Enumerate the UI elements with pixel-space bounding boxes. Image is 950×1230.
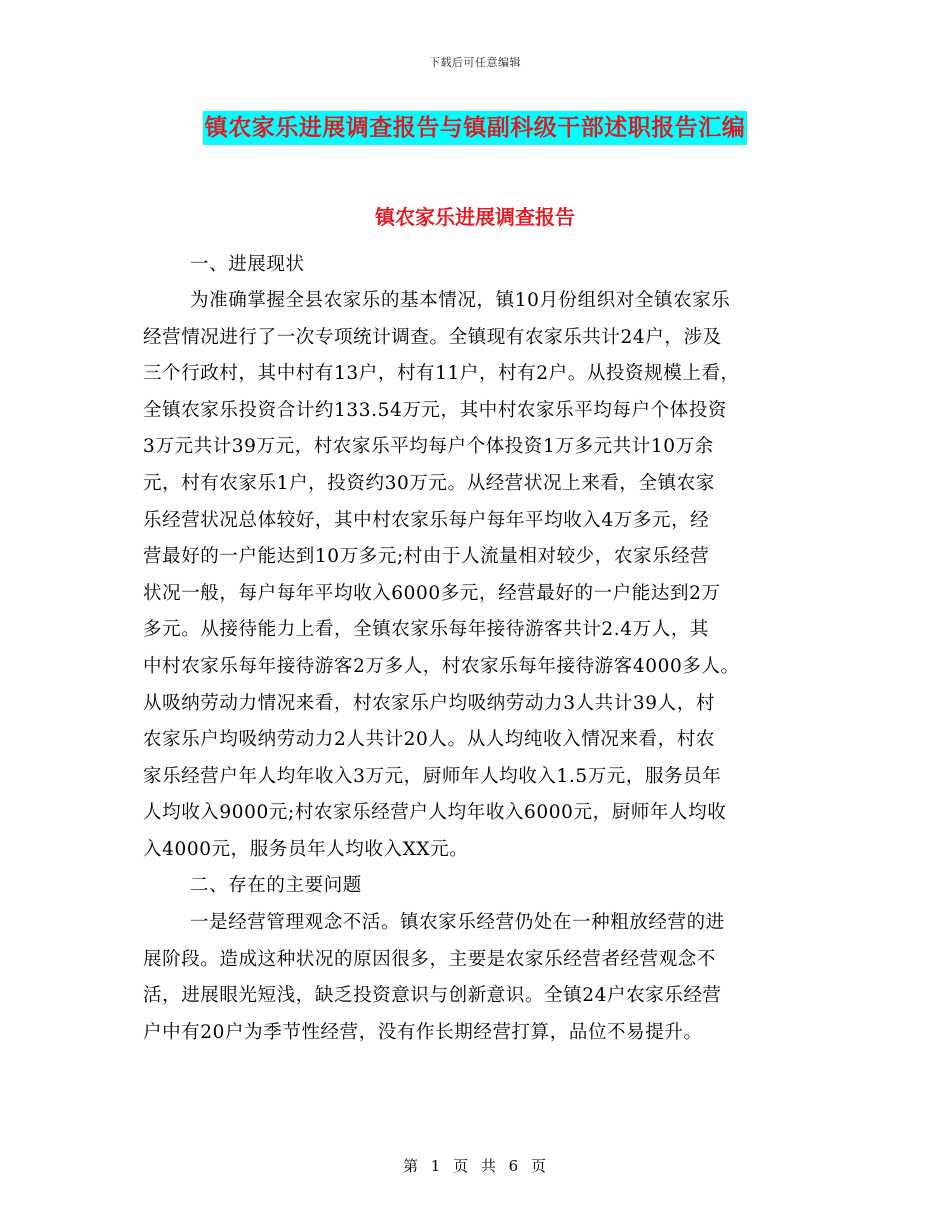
paragraph-line: 元，村有农家乐1户，投资约30万元。从经营状况上来看，全镇农家	[143, 473, 715, 494]
paragraph-line: 经营情况进行了一次专项统计调查。全镇现有农家乐共计24户，涉及	[143, 327, 722, 348]
section-heading: 一、进展现状	[190, 254, 305, 275]
paragraph-line: 三个行政村，其中村有13户，村有11户，村有2户。从投资规模上看，	[143, 363, 740, 384]
paragraph-line: 入4000元，服务员年人均收入XX元。	[143, 839, 469, 860]
page-number: 第 1 页 共 6 页	[403, 1157, 547, 1175]
paragraph-line: 为准确掌握全县农家乐的基本情况，镇10月份组织对全镇农家乐	[190, 290, 731, 311]
main-title: 镇农家乐进展调查报告与镇副科级干部述职报告汇编	[203, 111, 748, 145]
paragraph-line: 人均收入9000元;村农家乐经营户人均年收入6000元，厨师年人均收	[143, 802, 727, 823]
paragraph-line: 活，进展眼光短浅，缺乏投资意识与创新意识。全镇24户农家乐经营	[143, 985, 722, 1006]
paragraph-line: 状况一般，每户每年平均收入6000多元，经营最好的一户能达到2万	[143, 583, 721, 604]
report-title: 镇农家乐进展调查报告	[375, 205, 575, 229]
paragraph-line: 展阶段。造成这种状况的原因很多，主要是农家乐经营者经营观念不	[143, 949, 717, 970]
paragraph-line: 家乐经营户年人均年收入3万元，厨师年人均收入1.5万元，服务员年	[143, 766, 722, 787]
main-title-container	[0, 111, 950, 145]
paragraph-line: 营最好的一户能达到10万多元;村由于人流量相对较少，农家乐经营	[143, 546, 710, 567]
paragraph-line: 乐经营状况总体较好，其中村农家乐每户每年平均收入4万多元，经	[143, 510, 710, 531]
paragraph-line: 全镇农家乐投资合计约133.54万元，其中村农家乐平均每户个体投资	[143, 400, 728, 421]
paragraph-line: 中村农家乐每年接待游客2万多人，村农家乐每年接待游客4000多人。	[143, 656, 740, 677]
paragraph-line: 从吸纳劳动力情况来看，村农家乐户均吸纳劳动力3人共计39人，村	[143, 693, 715, 714]
paragraph-line: 户中有20户为季节性经营，没有作长期经营打算，品位不易提升。	[143, 1022, 703, 1043]
paragraph-line: 多元。从接待能力上看，全镇农家乐每年接待游客共计2.4万人，其	[143, 619, 710, 640]
page-header: 下载后可任意编辑	[429, 56, 521, 69]
paragraph-line: 农家乐户均吸纳劳动力2人共计20人。从人均纯收入情况来看，村农	[143, 729, 715, 750]
section-heading: 二、存在的主要问题	[190, 875, 362, 896]
paragraph-line: 一是经营管理观念不活。镇农家乐经营仍处在一种粗放经营的进	[190, 912, 725, 933]
paragraph-line: 3万元共计39万元，村农家乐平均每户个体投资1万多元共计10万余	[143, 436, 714, 457]
